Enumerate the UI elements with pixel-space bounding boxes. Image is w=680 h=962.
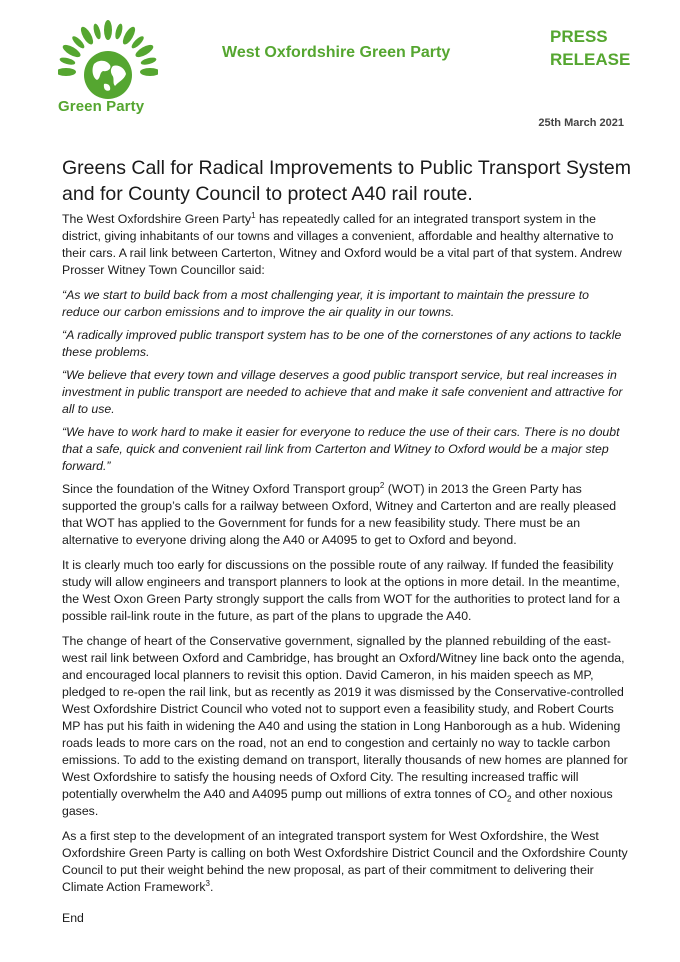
quote-2: “A radically improved public transport system has to be one of the cornerstones of any actions to tackle these problems.	[62, 328, 622, 359]
press-label-line1: PRESS	[550, 27, 608, 46]
quote-4: “We have to work hard to make it easier for everyone to reduce the use of their cars. There is no doubt that a safe, quick and convenient rail link from Carterton and Witney to Oxford would be a major step forward.”	[62, 425, 620, 473]
paragraph-government	[62, 633, 628, 820]
headline: Greens Call for Radical Improvements to Public Transport System and for County Council to protect A40 rail route.	[62, 157, 631, 205]
organisation-name: West Oxfordshire Green Party	[222, 44, 451, 61]
paragraph-intro	[62, 211, 628, 279]
quote-3: “We believe that every town and village deserves a good public transport service, but real increases in investment in public transport are needed to achieve that and make it safe convenient and attractive for all to use.	[62, 368, 623, 416]
text-run: Since the foundation of the Witney Oxford Transport group	[62, 482, 380, 496]
text-run: As a first step to the development of an integrated transport system for West Oxfordshire, the West Oxfordshire Green Party is calling on both West Oxfordshire District Council and the Oxfordshire County Council to put their weight behind the new proposal, as part of their commitment to delivering their Climate Action Framework	[62, 829, 628, 894]
paragraph-route: It is clearly much too early for discussions on the possible route of any railway. If funded the feasibility study will allow engineers and transport planners to look at the options in more detail. In the meantime, the West Oxon Green Party strongly support the calls from WOT for the authorities to protect land for a possible rail-link route in the future, as part of the plans to upgrade the A40.	[62, 558, 620, 623]
footnote-ref-1: 1	[251, 210, 256, 220]
co2-subscript: 2	[507, 794, 512, 804]
press-release-label	[550, 25, 630, 71]
text-run: The change of heart of the Conservative government, signalled by the planned rebuilding of the east-west rail link between Oxford and Cambridge, has brought an Oxford/Witney line back onto the agenda, and encouraged local planners to revisit this option. David Cameron, in his maiden speech as MP, pledged to re-open the rail link, but as recently as 2019 it was dismissed by the Conservative-controlled West Oxfordshire District Council who voted not to support even a feasibility study, and Robert Courts MP has put his faith in widening the A40 and using the station in Long Hanborough as a hub. Widening roads leads to more cars on the road, not an end to congestion and certainly no way to tackle carbon emissions. To add to the existing demand on transport, literally thousands of new homes are planned for West Oxfordshire to satisfy the housing needs of Oxford City. The resulting increased traffic will potentially overwhelm the A40 and A4095 pump out millions of extra tonnes of CO	[62, 634, 628, 801]
text-run: The West Oxfordshire Green Party	[62, 212, 252, 226]
article-body	[62, 211, 628, 935]
release-date: 25th March 2021	[538, 117, 624, 129]
paragraph-wot	[62, 481, 628, 549]
paragraph-call-to-action	[62, 828, 628, 896]
text-run: has repeatedly called for an integrated transport system in the district, giving inhabitants of our towns and villages a convenient, affordable and healthy alternative to their cars. A rail link between Carterton, Witney and Oxford would be a vital part of that system. Andrew Prosser Witney Town Councillor said:	[62, 212, 622, 277]
quote-1: “As we start to build back from a most challenging year, it is important to maintain the pressure to reduce our carbon emissions and to improve the air quality in our towns.	[62, 288, 589, 319]
logo-wordmark: Green Party	[58, 98, 145, 115]
end-marker: End	[62, 911, 84, 925]
footnote-ref-3: 3	[205, 878, 210, 888]
press-label-line2: RELEASE	[550, 50, 631, 69]
text-run: (WOT) in 2013 the Green Party has supported the group’s calls for a railway between Oxford, Witney and Carterton and are really pleased that WOT has applied to the Government for funds for a new feasibility study. There must be an alternative to everyone driving along the A40 or A4095 to get to Oxford and beyond.	[62, 482, 617, 547]
text-run: .	[209, 880, 214, 894]
footnote-ref-2: 2	[379, 480, 385, 490]
text-run: and other noxious gases.	[62, 787, 613, 818]
